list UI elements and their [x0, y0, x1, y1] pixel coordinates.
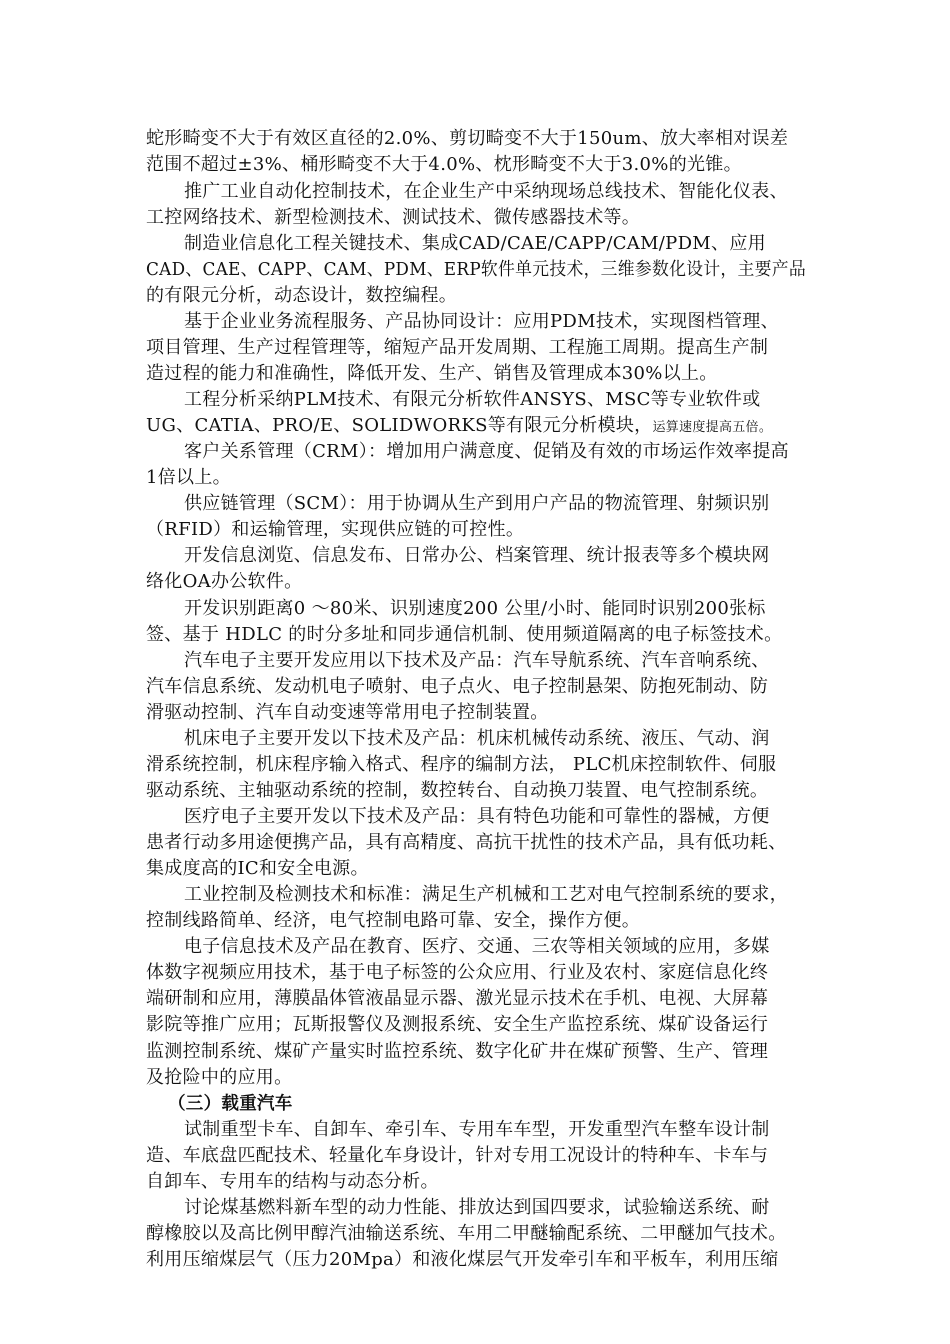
- text-line: 端研制和应用，薄膜晶体管液晶显示器、激光显示技术在手机、电视、大屏幕: [146, 988, 769, 1009]
- text-line: 患者行动多用途便携产品，具有高精度、高抗干扰性的技术产品，具有低功耗、: [146, 832, 787, 853]
- text-line: 工程分析采纳PLM技术、有限元分析软件ANSYS、MSC等专业软件或: [184, 389, 761, 410]
- text-line: 监测控制系统、煤矿产量实时监控系统、数字化矿井在煤矿预警、生产、管理: [146, 1041, 769, 1062]
- text-line: 及抢险中的应用。: [146, 1067, 293, 1088]
- text-line: UG、CATIA、PRO/E、SOLIDWORKS等有限元分析模块，: [146, 415, 653, 436]
- text-line: 络化OA办公软件。: [146, 571, 303, 592]
- text-line: 的有限元分析，动态设计，数控编程。: [146, 285, 458, 306]
- text-line: 试制重型卡车、自卸车、牵引车、专用车车型，开发重型汽车整车设计制: [184, 1119, 770, 1140]
- text-line: （RFID）和运输管理，实现供应链的可控性。: [146, 519, 525, 540]
- text-line: 开发信息浏览、信息发布、日常办公、档案管理、统计报表等多个模块网: [184, 545, 770, 566]
- text-line: 制造业信息化工程关键技术、集成CAD/CAE/CAPP/CAM/PDM、应用: [184, 233, 766, 254]
- text-line: 滑系统控制，机床程序输入格式、程序的编制方法， PLC机床控制软件、伺服: [146, 754, 777, 775]
- text-line: 醇橡胶以及高比例甲醇汽油输送系统、车用二甲醚输配系统、二甲醚加气技术。: [146, 1223, 787, 1244]
- text-line: 开发识别距离0 ～80米、识别速度200 公里/小时、能同时识别200张标: [184, 598, 766, 619]
- text-line: CAD、CAE、CAPP、CAM、PDM、ERP软件单元技术，三维参数化设计，主要产品: [146, 259, 806, 280]
- text-line: 医疗电子主要开发以下技术及产品：具有特色功能和可靠性的器械，方便: [184, 806, 770, 827]
- text-line: 滑驱动控制、汽车自动变速等常用电子控制装置。: [146, 702, 549, 723]
- text-line: 汽车电子主要开发应用以下技术及产品：汽车导航系统、汽车音响系统、: [184, 650, 770, 671]
- small-note: 运算速度提高五倍。: [652, 420, 773, 435]
- text-line: 电子信息技术及产品在教育、医疗、交通、三农等相关领域的应用，多媒: [184, 936, 770, 957]
- section-heading: （三）载重汽车: [168, 1094, 293, 1114]
- text-line: 推广工业自动化控制技术，在企业生产中采纳现场总线技术、智能化仪表、: [184, 181, 788, 202]
- text-line: 客户关系管理（CRM）：增加用户满意度、促销及有效的市场运作效率提高: [184, 441, 789, 462]
- text-line: 工控网络技术、新型检测技术、测试技术、微传感器技术等。: [146, 207, 641, 228]
- text-line: 利用压缩煤层气（压力20Mpa）和液化煤层气开发牵引车和平板车，利用压缩: [146, 1249, 779, 1270]
- text-line: 造过程的能力和准确性，降低开发、生产、销售及管理成本30%以上。: [146, 363, 718, 384]
- text-line: 体数字视频应用技术，基于电子标签的公众应用、行业及农村、家庭信息化终: [146, 962, 769, 983]
- text-line: 机床电子主要开发以下技术及产品：机床机械传动系统、液压、气动、润: [184, 728, 770, 749]
- text-line: 影院等推广应用；瓦斯报警仪及测报系统、安全生产监控系统、煤矿设备运行: [146, 1014, 769, 1035]
- text-line: 基于企业业务流程服务、产品协同设计：应用PDM技术，实现图档管理、: [184, 311, 779, 332]
- text-line-with-note: [146, 413, 772, 441]
- text-line: 集成度高的IC和安全电源。: [146, 858, 369, 879]
- text-line: 自卸车、专用车的结构与动态分析。: [146, 1171, 439, 1192]
- text-line: 签、基于 HDLC 的时分多址和同步通信机制、使用频道隔离的电子标签技术。: [146, 624, 783, 645]
- text-line: 项目管理、生产过程管理等，缩短产品开发周期、工程施工周期。提高生产制: [146, 337, 769, 358]
- text-line: 工业控制及检测技术和标准：满足生产机械和工艺对电气控制系统的要求，: [184, 884, 788, 905]
- text-line: 供应链管理（SCM）：用于协调从生产到用户产品的物流管理、射频识别: [184, 493, 770, 514]
- text-line: 范围不超过±3%、桶形畸变不大于4.0%、枕形畸变不大于3.0%的光锥。: [146, 154, 742, 175]
- text-line: 控制线路简单、经济，电气控制电路可靠、安全，操作方便。: [146, 910, 641, 931]
- text-line: 汽车信息系统、发动机电子喷射、电子点火、电子控制悬架、防抱死制动、防: [146, 676, 769, 697]
- text-line: 造、车底盘匹配技术、轻量化车身设计，针对专用工况设计的特种车、卡车与: [146, 1145, 769, 1166]
- text-line: 1倍以上。: [146, 467, 231, 488]
- text-line: 讨论煤基燃料新车型的动力性能、排放达到国四要求，试验输送系统、耐: [184, 1197, 770, 1218]
- text-line: 蛇形畸变不大于有效区直径的2.0%、剪切畸变不大于150um、放大率相对误差: [146, 128, 789, 149]
- text-line: 驱动系统、主轴驱动系统的控制，数控转台、自动换刀装置、电气控制系统。: [146, 780, 769, 801]
